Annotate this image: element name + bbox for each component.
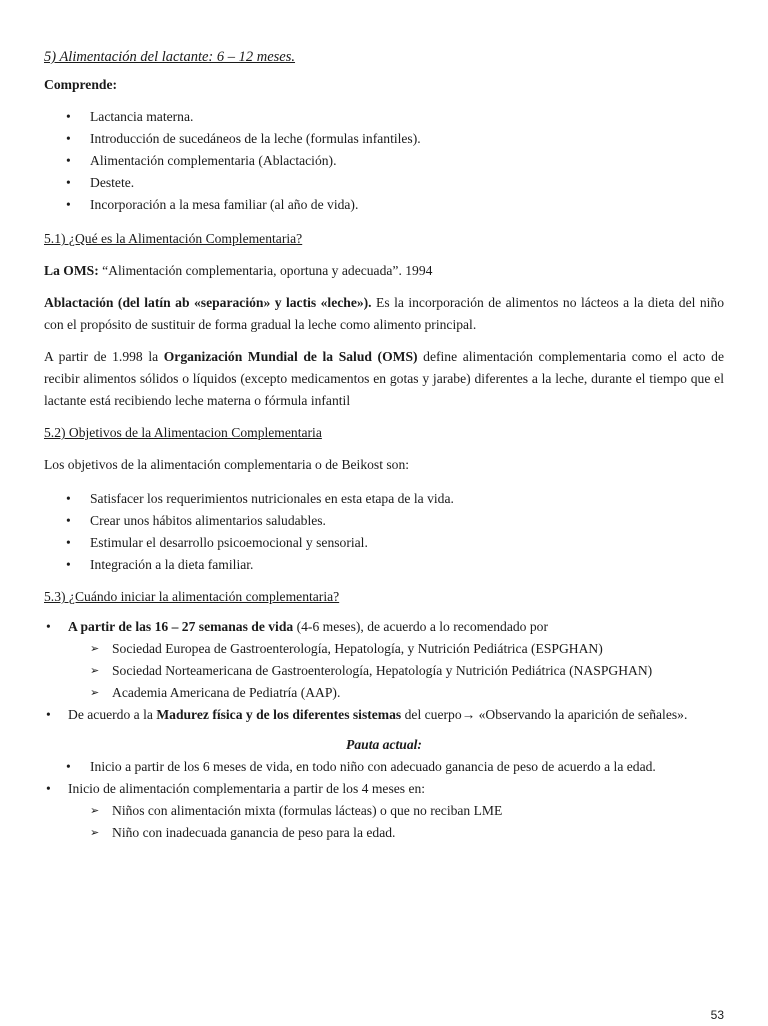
list-item: ➢ Academia Americana de Pediatría (AAP).	[44, 682, 724, 704]
ablactacion-paragraph: Ablactación (del latín ab «separación» y lactis «leche»). Es la incorporación de alimentos no lácteos a la dieta del niño con el propósito de sustituir de forma gradual la leche como alimento principal.	[44, 295, 725, 332]
list-item: • Integración a la dieta familiar.	[44, 554, 724, 576]
list-item: • Introducción de sucedáneos de la leche (formulas infantiles).	[44, 128, 724, 150]
list-item: • Destete.	[44, 172, 724, 194]
comprende-label: Comprende:	[44, 77, 117, 92]
page-number: 53	[710, 1008, 724, 1022]
list-item: ➢ Niño con inadecuada ganancia de peso para la edad.	[44, 822, 724, 844]
list-item: • Satisfacer los requerimientos nutricionales en esta etapa de la vida.	[44, 488, 724, 510]
list-item: ➢ Sociedad Europea de Gastroenterología, Hepatología, y Nutrición Pediátrica (ESPGHAN)	[44, 638, 724, 660]
comprende-list	[44, 106, 724, 216]
objetivos-intro: Los objetivos de la alimentación complementaria o de Beikost son:	[44, 457, 410, 472]
list-item: ➢ Niños con alimentación mixta (formulas lácteas) o que no reciban LME	[44, 800, 724, 822]
list-item: • Crear unos hábitos alimentarios saludables.	[44, 510, 724, 532]
subheading-5-2: 5.2) Objetivos de la Alimentacion Complementaria	[44, 425, 322, 440]
section-title: 5) Alimentación del lactante: 6 – 12 meses.	[44, 49, 296, 65]
pauta-heading: Pauta actual:	[346, 737, 422, 752]
list-item: • Estimular el desarrollo psicoemocional y sensorial.	[44, 532, 724, 554]
inicio-list	[44, 778, 724, 844]
list-item: ➢ Sociedad Norteamericana de Gastroenterología, Hepatología y Nutrición Pediátrica (NASPGHAN)	[44, 660, 724, 682]
subheading-5-1: 5.1) ¿Qué es la Alimentación Complementaria?	[44, 231, 303, 246]
list-item: • Lactancia materna.	[44, 106, 724, 128]
cuando-list	[44, 616, 724, 726]
inicio-sub-list	[44, 800, 724, 844]
list-item: • Inicio a partir de los 6 meses de vida, en todo niño con adecuado ganancia de peso de acuerdo a la edad.	[44, 756, 724, 778]
oms-paragraph: La OMS: “Alimentación complementaria, oportuna y adecuada”. 1994	[44, 263, 433, 278]
oms-definition-paragraph: A partir de 1.998 la Organización Mundial de la Salud (OMS) define alimentación complementaria como el acto de recibir alimentos sólidos o líquidos (excepto medicamentos en gotas y jarabe) diferentes a la leche, durante el tiempo que el lactante está recibiendo leche materna o fórmula infantil	[44, 349, 724, 408]
subheading-5-3: 5.3) ¿Cuándo iniciar la alimentación complementaria?	[44, 589, 340, 604]
objetivos-list	[44, 488, 724, 576]
pauta-list	[44, 756, 724, 778]
list-item: • A partir de las 16 – 27 semanas de vida (4-6 meses), de acuerdo a lo recomendado por ➢ Sociedad Europea de Gastroenterología, Hepatología, y Nutrición Pediátrica (ESPGHAN) ➢ Sociedad Norteamericana de Gastroenterología, Hepatología y Nutrición Pediátrica (NASPGHAN) ➢ Academia Americana de Pediatría (AAP).	[44, 616, 724, 704]
document-page	[44, 46, 724, 844]
list-item: • Inicio de alimentación complementaria a partir de los 4 meses en: ➢ Niños con alimentación mixta (formulas lácteas) o que no reciban LME ➢ Niño con inadecuada ganancia de peso para la edad.	[44, 778, 724, 844]
society-list	[44, 638, 724, 704]
list-item: • Alimentación complementaria (Ablactación).	[44, 150, 724, 172]
list-item: • De acuerdo a la Madurez física y de los diferentes sistemas del cuerpo→ «Observando la aparición de señales».	[44, 704, 724, 726]
list-item: • Incorporación a la mesa familiar (al año de vida).	[44, 194, 724, 216]
